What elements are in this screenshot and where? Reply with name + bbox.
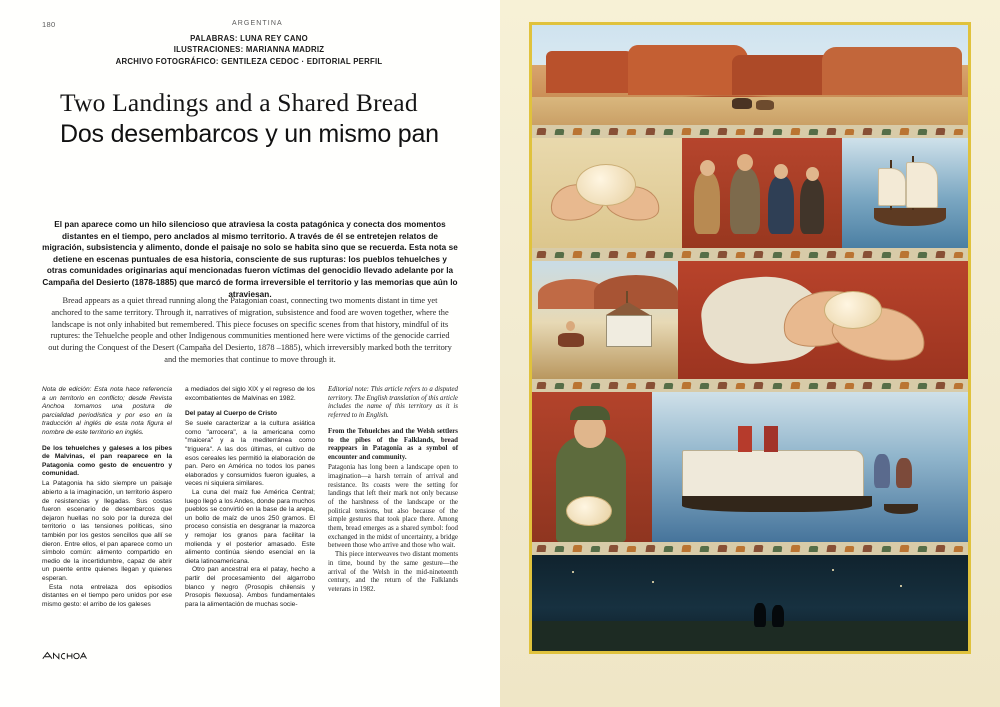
credit-words: PALABRAS: LUNA REY CANO [190,34,308,43]
editor-note-english: Editorial note: This article refers to a disputed territory. The English translation of this article includes the name of this territory as it is referred to in English. [328,386,458,420]
horse-rider-icon [558,333,584,347]
panel-soldier-steamship [532,392,968,542]
dough-icon [824,291,882,329]
soldier-figure [556,436,626,542]
panel-night-coast [532,555,968,651]
panel-chapel-steppe [532,261,968,379]
panel-mesas-horses [532,25,968,125]
title-spanish: Dos desembarcos y un mismo pan [60,120,439,148]
column-2-paragraph-2: La cuna del maíz fue América Central; luego llegó a los Andes, donde para muchos pueblos se convirtió en la base de la arepa, un bollo de maíz de unos 250 gramos. El proceso consistía en desgranar la mazorca y remojar los granos para facilitar la molienda y el posterior amasado. Este alimento continúa siendo esencial en la dieta latinoamericana. [185,489,315,565]
bread-icon [566,496,612,526]
column-1-subhead: De los tehuelches y galeses a los pibes de Malvinas, el pan reaparece en la Patagonia como gesto de encuentro y comunidad. [42,444,172,478]
ornament-strip [532,248,968,261]
ornament-strip [532,542,968,555]
column-2-paragraph-3: Otro pan ancestral era el patay, hecho a partir del procesamiento del algarrobo blanco y negro (Prosopis chilensis y Prosopis flexuosa). Ambos fundamentales para la alimentación de muchas socie- [185,566,315,608]
column-1-paragraph-1: La Patagonia ha sido siempre un paisaje abierto a la imaginación, un territorio áspero de resistencias y llegadas. Sus costas fueron escenario de desembarcos que dejaron huellas no solo por la dureza del territorio o las tensiones políticas, sino también por los gestos sencillos que allí se dieron. Entre ellos, el pan aparece como un símbolo común: alimento compartido en medio de la incertidumbre, capaz de abrir un puente entre quienes llegan y quienes esperan. [42,480,172,582]
column-3-subhead: From the Tehuelches and the Welsh settlers to the pibes of the Falklands, bread reappears in Patagonia as a symbol of encounter and community. [328,427,458,461]
credit-archive: ARCHIVO FOTOGRÁFICO: GENTILEZA CEDOC · EDITORIAL PERFIL [115,56,383,66]
column-2-subhead: Del patay al Cuerpo de Cristo [185,410,277,418]
column-3-paragraph-1: Patagonia has long been a landscape open to imagination—a harsh terrain of arrival and resistance. Its coasts were the setting for landings that left their mark not only because of the harshness of the landscape or the political tensions, but also because of the simple gestures that took place there. Among them, bread emerges as a shared symbol: food exchanged in the midst of uncertainty, a bridge between those who arrive and those who wait. [328,464,458,550]
panel-welsh-arrival [532,138,968,248]
column-1 [42,386,172,638]
horse-icon [732,98,752,109]
column-2-paragraph-1: Se suele caracterizar a la cultura asiática como "arrocera", a la americana como "maicera" y a la mediterránea como "triguera". A las dos últimas, el cultivo de esos cereales les permitió la elaboración de pan. Pero en América no todos los panes elaborados y consumidos fueron iguales, a veces ni siquiera similares. [185,420,315,488]
credit-illustrations: ILUSTRACIONES: MARIANNA MADRIZ [173,45,325,55]
page-right-illustration [500,0,1000,707]
column-2 [185,386,315,638]
ornament-strip [532,125,968,138]
column-3-paragraph-2: This piece interweaves two distant moments in time, bound by the same gesture—the arrival of the Welsh in the mid-nineteenth century, and the return of the Falklands veterans in 1982. [328,551,458,593]
body-columns [42,386,458,638]
steamship-icon [682,450,864,498]
lede-english: Bread appears as a quiet thread running along the Patagonian coast, connecting two moments distant in time yet anchored to the same territory. Through it, narratives of migration, subsistence and food are woven together, where the landscape is not only inhabited but remembered. This piece focuses on specific scenes from that history, mindful of its ruptures: the Tehuelche people and other Indigenous communities mentioned here were victims of the genocide carried out during the Conquest of the Desert (Campaña del Desierto, 1878 –1885), which irreversibly marked both the territory and the memories that continue to move through it. [48,296,452,364]
credits-block [42,33,456,67]
ornament-strip [532,379,968,392]
anchoa-logo [42,650,88,662]
column-3 [328,386,458,638]
bread-icon [576,164,636,206]
sailing-ship-icon [874,208,946,226]
running-head: ARGENTINA [232,20,283,27]
page-folio: 180 [42,20,56,29]
editor-note-spanish: Nota de edición: Esta nota hace referencia a un territorio en conflicto; desde Revista Anchoa tomamos una postura de parcialidad periodística y por eso en la traducción al inglés de esta nota figura el nombre de este territorio en inglés. [42,386,172,436]
figure-silhouette [772,605,784,627]
figure-silhouette [754,603,766,627]
column-1-paragraph-2: Esta nota entrelaza dos episodios distantes en el tiempo pero unidos por ese mismo gesto: el arribo de los galeses [42,583,172,608]
horse-icon [756,100,774,110]
title-block [60,88,460,149]
illustration-frame [529,22,971,654]
column-2-paragraph-0: a mediados del siglo XIX y el regreso de los excombatientes de Malvinas en 1982. [185,386,315,402]
title-english: Two Landings and a Shared Bread [60,88,418,117]
lede-spanish: El pan aparece como un hilo silencioso que atraviesa la costa patagónica y conecta dos momentos distantes en el tiempo, pero anclados al mismo territorio. A través de él se entretejen relatos de migración, subsistencia y alimento, donde el paisaje no solo se habita sino que se recuerda. Esta nota se detiene en escenas puntuales de esa historia, consciente de sus rupturas: los pueblos tehuelches y otras comunidades originarias aquí mencionadas fueron víctimas del genocidio llevado adelante por la Campaña del Desierto (1878-1885) que marcó de forma irreversible el territorio y las memorias que aún lo atraviesan. [42,220,458,299]
chapel-icon [606,315,652,347]
